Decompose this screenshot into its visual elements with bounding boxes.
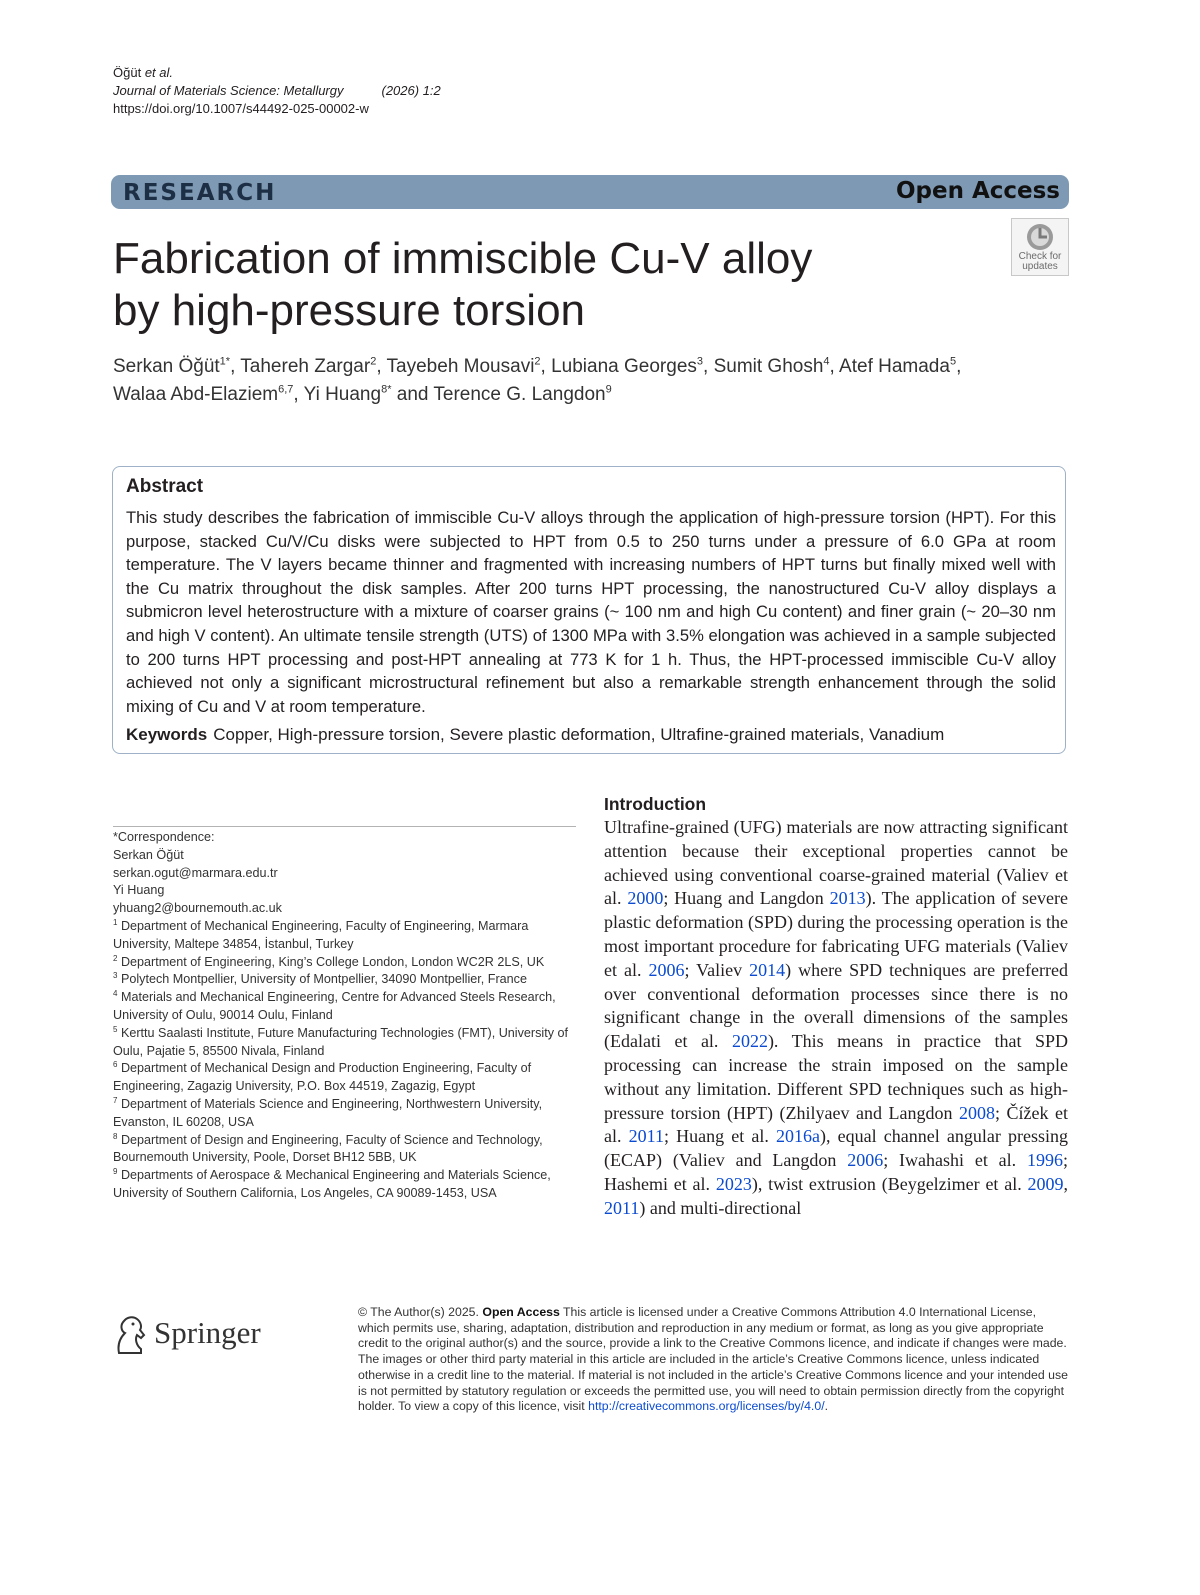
publisher-name: Springer [154,1315,261,1350]
author-separator: , [230,356,241,377]
correspondence-label: *Correspondence: [113,830,215,844]
keywords-label: Keywords [126,725,208,744]
check-updates-line1: Check for [1018,251,1062,262]
title-line-1: Fabrication of immiscible Cu-V alloy [113,234,813,283]
footnote-divider [113,826,576,827]
affiliation-number: 6 [113,1060,118,1070]
license-link[interactable]: http://creativecommons.org/licenses/by/4.0/ [588,1399,825,1414]
title-line-2: by high-pressure torsion [113,286,586,335]
text-run: ; Huang et al. [663,1126,777,1147]
citation-link[interactable]: 2006 [847,1150,884,1171]
author-separator: , [829,356,840,377]
author-name: Lubiana Georges [551,356,697,377]
paragraph [604,816,1068,1221]
check-for-updates-button[interactable] [1011,218,1069,276]
affiliation-number: 7 [113,1095,118,1105]
affiliation-text: Department of Engineering, King’s College London, London WC2R 2LS, UK [117,954,545,969]
text-run: ), equal channel angular pressing (ECAP) (Valiev and Langdon [604,1126,1068,1171]
author-separator: , [376,356,387,377]
citation-link[interactable]: 2008 [958,1102,995,1123]
author-name: Atef Hamada [839,356,950,377]
text-run: ; Čížek et al. [604,1102,1068,1147]
author-separator: and [391,384,434,405]
author-name: Yi Huang [303,384,382,405]
springer-horse-icon [111,1313,151,1357]
affiliation-text: Polytech Montpellier, University of Montpellier, 34090 Montpellier, France [117,972,527,987]
journal-line [113,82,441,100]
correspondent-email[interactable]: yhuang2@bournemouth.ac.uk [113,901,282,916]
affiliation [113,918,583,954]
affiliation-list [113,918,583,1203]
keywords-list: Copper, High-pressure torsion, Severe plastic deformation, Ultrafine-grained materials, Vanadium [213,725,945,744]
citation-link[interactable]: 2016a [776,1126,821,1147]
article-type: RESEARCH [123,180,277,206]
correspondent-name: Yi Huang [113,883,165,898]
affiliation-text: Department of Design and Engineering, Faculty of Science and Technology, Bournemouth University, Poole, Dorset BH12 5BB, UK [113,1132,543,1165]
affiliation-text: Departments of Aerospace & Mechanical Engineering and Materials Science, University of Southern California, Los Angeles, CA 90089-1453, USA [113,1168,551,1200]
affiliation-number: 2 [113,953,118,963]
affiliation-text: Department of Mechanical Engineering, Faculty of Engineering, Marmara University, Maltepe 34854, İstanbul, Turkey [113,918,529,951]
author-name: Tahereh Zargar [240,356,371,377]
license-text: This article is licensed under a Creative Commons Attribution 4.0 International License, which permits use, sharing, adaptation, distribution and reproduction in any medium or format, as long as you give appropriate credit to the original author(s) and the source, provide a link to the Creative Commons licence, and indicate if changes were made. The images or other third party material in this article are included in the article’s Creative Commons licence, unless indicated otherwise in a credit line to the material. If material is not included in the article’s Creative Commons licence and your intended use is not permitted by statutory regulation or exceeds the permitted use, you will need to obtain permission directly from the copyright holder. To view a copy of this licence, visit [358,1305,1068,1414]
open-access-bold: Open Access [482,1305,560,1319]
text-run: ; Iwahashi et al. [883,1150,1027,1171]
text-run: ; Huang and Langdon [663,888,830,909]
citation-link[interactable]: 2014 [749,959,786,980]
citation-link[interactable]: 2013 [829,888,866,909]
author-name: Tayebeh Mousavi [386,356,535,377]
introduction-text [604,816,1068,1221]
text-run: ). This means in practice that SPD processing can increase the strain imposed on the sample without any limitation. Different SPD techniques such as high-pressure torsion (HPT) (Zhilyaev and Langdon [604,1031,1069,1123]
journal-name: Journal of Materials Science: Metallurgy [113,83,344,98]
author-separator: , [703,356,714,377]
affiliation-text: Department of Materials Science and Engineering, Northwestern University, Evanston, IL 60208, USA [113,1096,543,1129]
affiliation [113,1060,583,1096]
publisher-logo [111,1313,271,1359]
open-access-label: Open Access [895,178,1060,204]
citation-link[interactable]: 1996 [1026,1150,1063,1171]
affiliation-text: Materials and Mechanical Engineering, Centre for Advanced Steels Research, University of Oulu, 90014 Oulu, Finland [113,990,556,1022]
doi-link[interactable]: https://doi.org/10.1007/s44492-025-00002-w [113,101,369,116]
author-affiliation-ref: 6,7 [278,383,294,396]
article-header [113,64,441,118]
affiliation [113,971,583,989]
author-affiliation-ref: 2 [370,355,377,368]
author-name: Terence G. Langdon [433,384,606,405]
citation-link[interactable]: 2011 [604,1197,640,1218]
correspondent-name: Serkan Öğüt [113,847,184,862]
abstract-heading: Abstract [126,476,204,497]
affiliation-text: Department of Mechanical Design and Production Engineering, Faculty of Engineering, Zagazig University, P.O. Box 44519, Zagazig, Egypt [113,1061,532,1094]
text-run: ) where SPD techniques are preferred over conventional deformation processes since there is no significant change in the overall dimensions of the samples (Edalati et al. [604,959,1068,1052]
citation-link[interactable]: 2022 [731,1031,768,1052]
volume: (2026) 1:2 [381,83,441,98]
affiliation-number: 3 [113,971,118,981]
text-run: ; Hashemi et al. [604,1150,1068,1194]
affiliation-text: Kerttu Saalasti Institute, Future Manufacturing Technologies (FMT), University of Oulu, Pajatie 5, 85500 Nivala, Finland [113,1025,568,1058]
citation-link[interactable]: 2011 [628,1126,664,1147]
author-separator: , [956,356,962,377]
affiliation-number: 4 [113,988,118,998]
copyright: © The Author(s) 2025. [358,1305,479,1319]
author-affiliation-ref: 9 [605,383,612,396]
article-type-banner [111,175,1069,209]
affiliation-number: 5 [113,1024,118,1034]
running-author: Öğüt et al. [113,65,173,80]
citation-link[interactable]: 2000 [627,888,664,909]
author-separator: , [293,384,304,405]
abstract-box [112,466,1066,754]
affiliation-number: 9 [113,1166,118,1176]
author-name: Serkan Öğüt [113,356,220,377]
correspondence-block [113,829,583,1203]
affiliation-number: 1 [113,917,118,927]
affiliation [113,1132,583,1168]
citation-link[interactable]: 2009 [1027,1173,1064,1194]
license-suffix: . [824,1399,829,1414]
author-list [113,353,1063,409]
author-name: Walaa Abd-Elaziem [113,384,279,405]
check-updates-line2: updates [1022,261,1058,272]
affiliation [113,1167,583,1203]
affiliation [113,1025,583,1061]
check-updates-icon [1023,222,1057,252]
section-heading: Introduction [604,794,707,814]
author-affiliation-ref: 1* [219,355,231,368]
article-title [113,233,973,337]
citation-link[interactable]: 2006 [648,959,685,980]
affiliation [113,989,583,1025]
license-statement [358,1305,1068,1415]
author-separator: , [540,356,552,377]
text-run: ) and multi-directional [639,1197,802,1218]
citation-link[interactable]: 2023 [715,1173,752,1194]
text-run: ). The application of severe plastic deformation (SPD) during the processing operation is the most important procedure for fabricating UFG materials (Valiev et al. [604,888,1069,980]
text-run: , [1063,1173,1068,1194]
author-affiliation-ref: 4 [823,355,830,368]
affiliation-number: 8 [113,1131,118,1141]
author-affiliation-ref: 2 [534,355,541,368]
affiliation [113,1096,583,1132]
correspondent-email[interactable]: serkan.ogut@marmara.edu.tr [113,865,278,880]
author-affiliation-ref: 5 [949,355,957,368]
text-run: ), twist extrusion (Beygelzimer et al. [751,1173,1028,1194]
keywords [126,725,944,745]
author-affiliation-ref: 8* [381,383,392,396]
abstract-text: This study describes the fabrication of immiscible Cu-V alloys through the application of high-pressure torsion (HPT). For this purpose, stacked Cu/V/Cu disks were subjected to HPT from 0.5 to 250 turns under a pressure of 6.0 GPa at room temperature. The V layers became thinner and fragmented with increasing numbers of HPT turns but finally mixed well with the Cu matrix throughout the disk samples. After 200 turns HPT processing, the nanostructured Cu-V alloy displays a submicron level heterostructure with a mixture of coarser grains (~ 100 nm and high Cu content) and finer grain (~ 20–30 nm and high V content). An ultimate tensile strength (UTS) of 1300 MPa with 3.5% elongation was achieved in a sample subjected to 200 turns HPT processing and post-HPT annealing at 773 K for 1 h. Thus, the HPT-processed immiscible Cu-V alloy achieved not only a significant microstructural refinement but also a remarkable strength enhancement through the solid mixing of Cu and V at room temperature. [126,508,1056,716]
text-run: Ultrafine-grained (UFG) materials are now attracting significant attention because their exceptional properties cannot be achieved using conventional coarse-grained material (Valiev et al. [604,817,1068,909]
author-affiliation-ref: 3 [696,355,704,368]
affiliation [113,954,583,972]
author-name: Sumit Ghosh [713,356,824,377]
text-run: ; Valiev [684,959,750,980]
